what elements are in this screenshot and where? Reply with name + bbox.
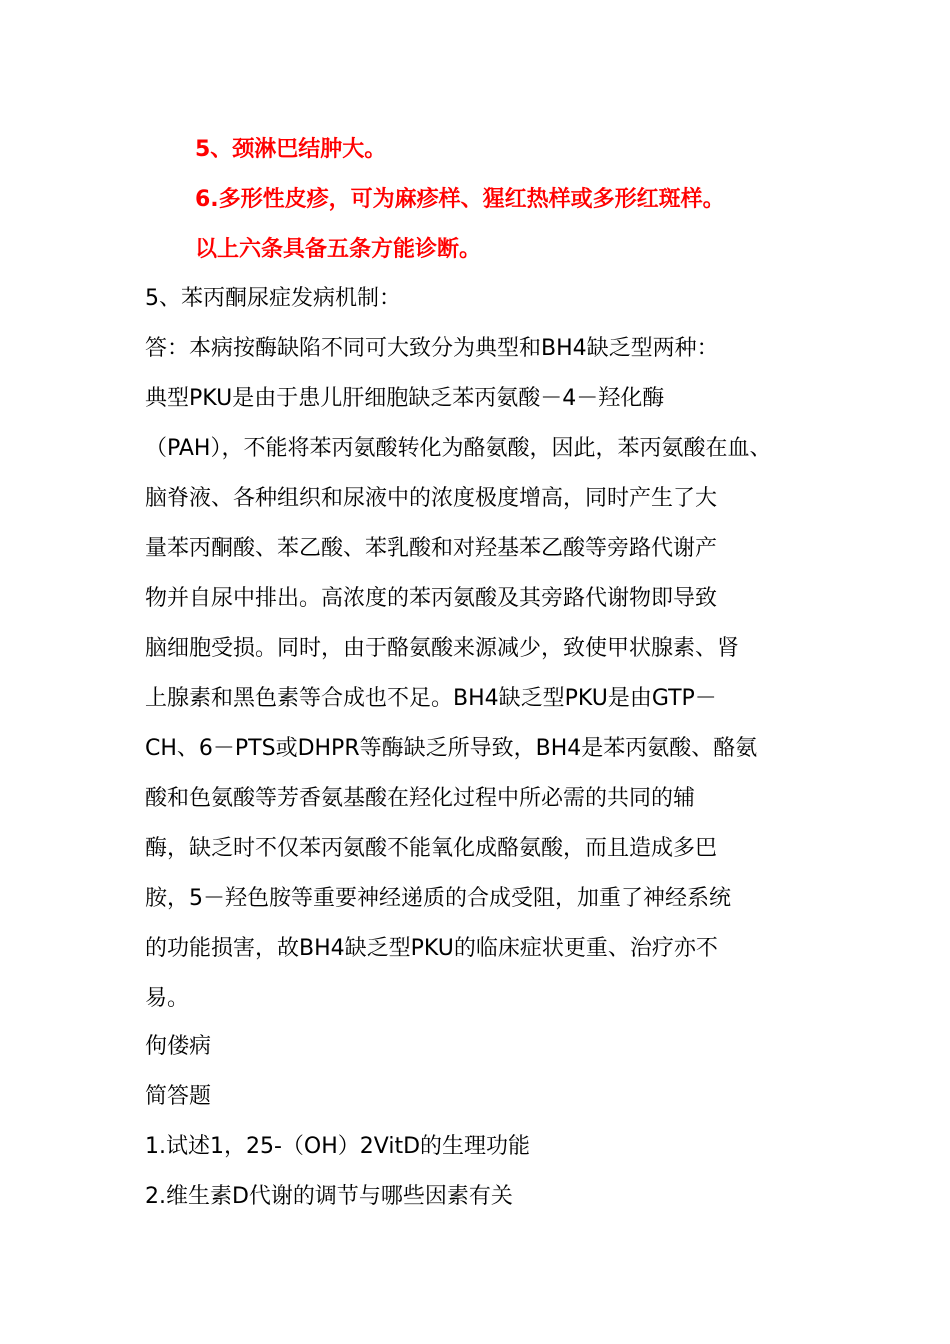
- answer-line: 的功能损害，故BH4缺乏型PKU的临床症状更重、治疗亦不: [145, 936, 718, 961]
- criteria-summary: 以上六条具备五条方能诊断。: [195, 237, 482, 262]
- answer-line: 上腺素和黑色素等合成也不足。BH4缺乏型PKU是由GTP－: [145, 686, 717, 711]
- answer-line: 脑脊液、各种组织和尿液中的浓度极度增高，同时产生了大: [145, 486, 718, 511]
- criteria-item-6: 6.多形性皮疹，可为麻疹样、猩红热样或多形红斑样。: [195, 187, 725, 212]
- answer-line: 脑细胞受损。同时，由于酪氨酸来源减少，致使甲状腺素、肾: [145, 636, 740, 661]
- answer-paragraph: [145, 324, 825, 1024]
- pku-section: [145, 274, 825, 1024]
- question-type-heading: 简答题: [145, 1084, 212, 1109]
- question-item-2: 2.维生素D代谢的调节与哪些因素有关: [145, 1184, 513, 1209]
- section-heading: 5、苯丙酮尿症发病机制：: [145, 286, 401, 311]
- criteria-item-5: 5、颈淋巴结肿大。: [195, 137, 387, 162]
- answer-line: CH、6－PTS或DHPR等酶缺乏所导致，BH4是苯丙氨酸、酪氨: [145, 736, 758, 761]
- answer-line: 物并自尿中排出。高浓度的苯丙氨酸及其旁路代谢物即导致: [145, 586, 718, 611]
- answer-line: 酸和色氨酸等芳香氨基酸在羟化过程中所必需的共同的辅: [145, 786, 696, 811]
- rickets-section: [145, 1022, 825, 1222]
- question-item-1: 1.试述1，25-（OH）2VitD的生理功能: [145, 1134, 531, 1159]
- answer-line: 典型PKU是由于患儿肝细胞缺乏苯丙氨酸－4－羟化酶: [145, 386, 665, 411]
- topic-title: 佝偻病: [145, 1034, 212, 1059]
- answer-line: （PAH），不能将苯丙氨酸转化为酪氨酸，因此，苯丙氨酸在血、: [145, 436, 772, 461]
- answer-line: 易。: [145, 986, 190, 1011]
- answer-line: 答：本病按酶缺陷不同可大致分为典型和BH4缺乏型两种：: [145, 336, 719, 361]
- answer-line: 酶，缺乏时不仅苯丙氨酸不能氧化成酪氨酸，而且造成多巴: [145, 836, 718, 861]
- highlighted-criteria: [195, 125, 875, 275]
- answer-line: 胺，5－羟色胺等重要神经递质的合成受阻，加重了神经系统: [145, 886, 731, 911]
- answer-line: 量苯丙酮酸、苯乙酸、苯乳酸和对羟基苯乙酸等旁路代谢产: [145, 536, 718, 561]
